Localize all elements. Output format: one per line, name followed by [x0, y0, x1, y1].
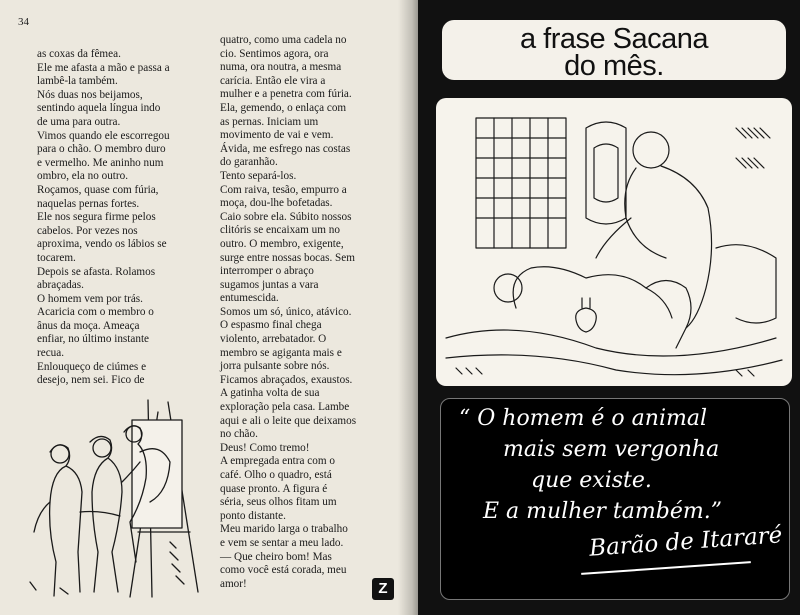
text-line: Deus! Como tremo!: [220, 441, 310, 454]
text-line: sugamos juntas a vara: [220, 278, 319, 291]
text-line: séria, seus olhos fitam um: [220, 496, 337, 509]
text-line: violento, arrebatador. O: [220, 333, 327, 346]
text-line: Ficamos abraçados, exaustos.: [220, 373, 353, 386]
text-line: A empregada entra com o: [220, 455, 335, 468]
text-line: e vermelho. Me aninho num: [37, 156, 164, 169]
quote-line-2: mais sem vergonha: [503, 437, 720, 462]
text-line: A gatinha volta de sua: [220, 387, 320, 400]
text-line: café. Olho o quadro, está: [220, 469, 332, 481]
quote-text: [455, 403, 781, 527]
text-line: cabelos. Por vezes nos: [37, 224, 138, 237]
text-line: interromper o abraço: [220, 265, 314, 278]
text-line: ponto distante.: [220, 509, 286, 522]
text-line: Ele me afasta a mão e passa a: [37, 61, 170, 74]
text-line: cio. Sentimos agora, ora: [220, 47, 329, 60]
text-line: e vem se sentar a meu lado.: [220, 536, 344, 549]
text-line: O homem vem por trás.: [37, 292, 143, 305]
bedroom-illustration-frame: [436, 98, 792, 386]
text-line: moça, dou-lhe bofetadas.: [220, 197, 333, 210]
text-line: clitóris se encaixam um no: [220, 224, 340, 237]
text-line: desejo, nem sei. Fico de: [37, 374, 145, 387]
text-line: enfiar, no último instante: [37, 333, 150, 346]
text-line: no chão.: [220, 428, 258, 441]
text-line: aqui e ali o leite que deixamos: [220, 414, 357, 427]
text-column-left: [37, 48, 207, 388]
text-line: Meu marido larga o trabalho: [220, 523, 348, 536]
text-line: movimento de vai e vem.: [220, 129, 334, 142]
bedroom-illustration: [436, 98, 792, 386]
text-line: carícia. Então ele vira a: [220, 74, 326, 87]
text-line: amor!: [220, 577, 247, 590]
text-line: Roçamos, quase com fúria,: [37, 183, 159, 196]
text-line: as pernas. Iniciam um: [220, 115, 319, 128]
text-line: — Que cheiro bom! Mas: [220, 550, 332, 563]
text-line: numa, ora noutra, a mesma: [220, 61, 342, 74]
text-line: Ávida, me esfrego nas costas: [220, 142, 351, 155]
title-banner: [442, 20, 786, 80]
signature: Barão de Itararé: [588, 522, 784, 562]
text-line: sentindo aquela língua indo: [37, 102, 161, 115]
text-line: Depois se afasta. Rolamos: [37, 265, 156, 278]
painter-illustration: [20, 392, 202, 602]
text-line: ombro, ela no outro.: [37, 170, 129, 183]
text-line: tocarem.: [37, 251, 76, 264]
quote-line-4: E a mulher também.”: [483, 499, 722, 524]
text-line: abraçadas.: [37, 279, 84, 292]
text-line: recua.: [37, 347, 65, 360]
text-line: O espasmo final chega: [220, 319, 322, 332]
text-line: como você está corada, meu: [220, 564, 347, 577]
text-line: naquelas pernas fortes.: [37, 197, 140, 210]
title-line-2: do mês.: [564, 50, 664, 82]
text-line: entumescida.: [220, 292, 279, 305]
text-line: de uma para outra.: [37, 115, 121, 128]
quote-line-1: “ O homem é o animal: [459, 406, 708, 431]
title-line-1: a frase Sacana: [519, 23, 709, 55]
text-line: Ele nos segura firme pelos: [37, 211, 156, 224]
text-line: para o chão. O membro duro: [37, 143, 166, 156]
quote-line-3: que existe.: [531, 468, 652, 493]
text-line: Nós duas nos beijamos,: [37, 88, 143, 101]
text-line: Somos um só, único, atávico.: [220, 305, 352, 318]
signature-underline: [581, 561, 751, 575]
text-column-right: [220, 34, 395, 591]
right-page: [418, 0, 800, 615]
text-line: quase pronto. A figura é: [220, 482, 328, 495]
text-line: Acaricia com o membro o: [37, 306, 154, 319]
text-line: surge entre nossas bocas. Sem: [220, 251, 355, 264]
quote-box: [440, 398, 790, 600]
page-number: 34: [18, 16, 29, 28]
page-gutter-shadow: [398, 0, 418, 615]
text-line: mulher e a penetra com fúria.: [220, 88, 352, 101]
text-line: Enlouqueço de ciúmes e: [37, 360, 147, 373]
text-line: as coxas da fêmea.: [37, 48, 121, 60]
text-line: Com raiva, tesão, empurro a: [220, 183, 347, 196]
text-line: quatro, como uma cadela no: [220, 34, 347, 46]
text-line: ânus da moça. Ameaça: [37, 319, 140, 332]
text-line: Vimos quando ele escorregou: [37, 129, 170, 142]
text-line: do garanhão.: [220, 156, 278, 169]
text-line: Ela, gemendo, o enlaça com: [220, 101, 347, 114]
text-line: membro se agiganta mais e: [220, 346, 342, 359]
text-line: exploração pela casa. Lambe: [220, 401, 350, 414]
publisher-logo: Z: [372, 578, 394, 600]
text-line: Tento separá-los.: [220, 169, 297, 182]
text-line: Caio sobre ela. Súbito nossos: [220, 210, 352, 223]
text-line: jorra pulsante sobre nós.: [220, 360, 330, 373]
text-line: aproxima, vendo os lábios se: [37, 238, 167, 251]
text-line: lambê-la também.: [37, 75, 118, 88]
page-title: [442, 23, 786, 82]
text-line: outro. O membro, exigente,: [220, 237, 344, 250]
